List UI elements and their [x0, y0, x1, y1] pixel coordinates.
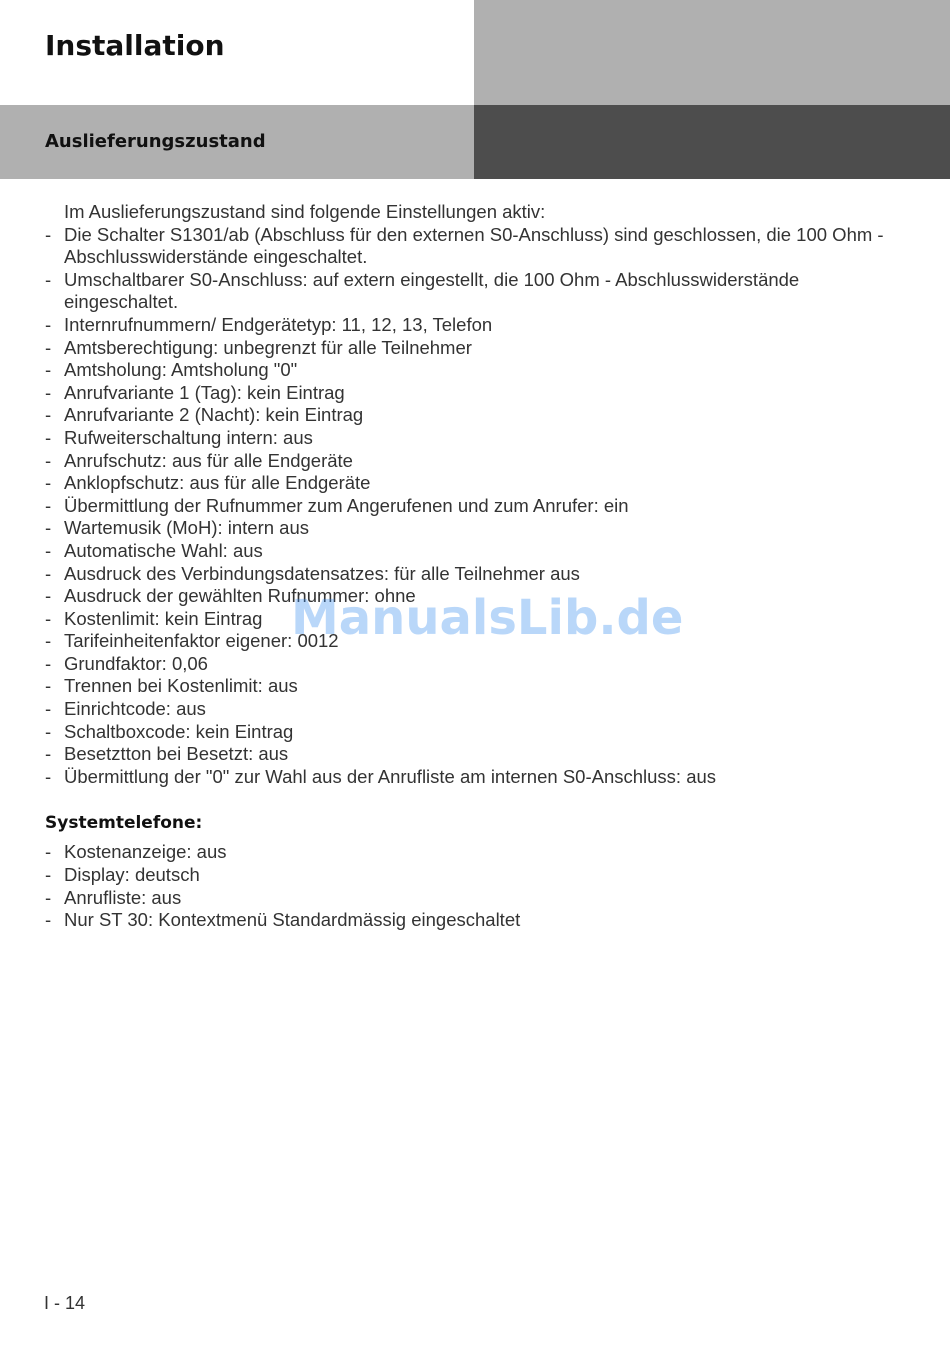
list-item [45, 427, 905, 450]
list-item [45, 675, 905, 698]
bullet-dash: - [45, 607, 52, 629]
list-item [45, 495, 905, 518]
bullet-dash: - [45, 841, 52, 863]
default-settings-list [45, 224, 905, 789]
list-item-text: Anrufvariante 1 (Tag): kein Eintrag [64, 381, 345, 403]
bullet-dash: - [45, 630, 52, 652]
bullet-dash: - [45, 381, 52, 403]
list-item-text: Nur ST 30: Kontextmenü Standardmässig eingeschaltet [64, 909, 521, 931]
bullet-dash: - [45, 268, 52, 290]
list-item-text: Ausdruck der gewählten Rufnummer: ohne [64, 585, 416, 607]
list-item-text: Anrufschutz: aus für alle Endgeräte [64, 449, 353, 471]
list-item-text: Automatische Wahl: aus [64, 539, 263, 561]
bullet-dash: - [45, 720, 52, 742]
list-item [45, 864, 905, 887]
list-item-text: Einrichtcode: aus [64, 698, 206, 720]
list-item-text: Kostenlimit: kein Eintrag [64, 607, 263, 629]
list-item [45, 540, 905, 563]
bullet-dash: - [45, 652, 52, 674]
document-body [45, 201, 905, 932]
bullet-dash: - [45, 472, 52, 494]
header-band-right [474, 0, 950, 105]
list-item [45, 563, 905, 586]
bullet-dash: - [45, 449, 52, 471]
list-item-text: Anrufliste: aus [64, 886, 182, 908]
list-item-text: Ausdruck des Verbindungsdatensatzes: für alle Teilnehmer aus [64, 562, 580, 584]
list-item [45, 269, 905, 314]
systemtelefone-heading: Systemtelefone: [45, 813, 203, 834]
list-item [45, 224, 905, 269]
list-item-text: Tarifeinheitenfaktor eigener: 0012 [64, 630, 339, 652]
list-item-text: Übermittlung der Rufnummer zum Angerufenen und zum Anrufer: ein [64, 494, 629, 516]
list-item-text: Internrufnummern/ Endgerätetyp: 11, 12, 13, Telefon [64, 313, 493, 335]
list-item-text: Amtsholung: Amtsholung "0" [64, 359, 298, 381]
systemtelefone-list [45, 841, 905, 931]
list-item [45, 698, 905, 721]
bullet-dash: - [45, 517, 52, 539]
list-item-text: Die Schalter S1301/ab (Abschluss für den externen S0-Anschluss) sind geschlossen, die 100 Ohm - Abschlusswiderstände eingeschaltet. [64, 223, 884, 268]
list-item [45, 359, 905, 382]
list-item [45, 337, 905, 360]
list-item [45, 653, 905, 676]
bullet-dash: - [45, 675, 52, 697]
list-item-text: Schaltboxcode: kein Eintrag [64, 720, 294, 742]
bullet-dash: - [45, 562, 52, 584]
list-item-text: Kostenanzeige: aus [64, 841, 227, 863]
bullet-dash: - [45, 539, 52, 561]
list-item-text: Anklopfschutz: aus für alle Endgeräte [64, 472, 371, 494]
list-item [45, 382, 905, 405]
list-item-text: Übermittlung der "0" zur Wahl aus der Anrufliste am internen S0-Anschluss: aus [64, 765, 717, 787]
list-item-text: Wartemusik (MoH): intern aus [64, 517, 310, 539]
list-item [45, 841, 905, 864]
bullet-dash: - [45, 336, 52, 358]
page-number: I - 14 [44, 1293, 86, 1313]
bullet-dash: - [45, 359, 52, 381]
bullet-dash: - [45, 743, 52, 765]
bullet-dash: - [45, 909, 52, 931]
list-item [45, 743, 905, 766]
intro-text: Im Auslieferungszustand sind folgende Einstellungen aktiv: [64, 201, 546, 222]
list-item-text: Amtsberechtigung: unbegrenzt für alle Teilnehmer [64, 336, 472, 358]
bullet-dash: - [45, 404, 52, 426]
bullet-dash: - [45, 426, 52, 448]
list-item-text: Rufweiterschaltung intern: aus [64, 426, 313, 448]
bullet-dash: - [45, 886, 52, 908]
list-item-text: Anrufvariante 2 (Nacht): kein Eintrag [64, 404, 364, 426]
bullet-dash: - [45, 765, 52, 787]
list-item-text: Grundfaktor: 0,06 [64, 652, 208, 674]
list-item-text: Trennen bei Kostenlimit: aus [64, 675, 298, 697]
bullet-dash: - [45, 864, 52, 886]
list-item-text: Display: deutsch [64, 864, 200, 886]
list-item-text: Besetztton bei Besetzt: aus [64, 743, 289, 765]
page-title: Installation [45, 29, 225, 62]
list-item [45, 450, 905, 473]
bullet-dash: - [45, 585, 52, 607]
list-item [45, 314, 905, 337]
list-item [45, 404, 905, 427]
bullet-dash: - [45, 313, 52, 335]
list-item [45, 887, 905, 910]
list-item [45, 766, 905, 789]
bullet-dash: - [45, 223, 52, 245]
list-item [45, 517, 905, 540]
bullet-dash: - [45, 494, 52, 516]
list-item [45, 909, 905, 932]
bullet-dash: - [45, 698, 52, 720]
list-item-text: Umschaltbarer S0-Anschluss: auf extern eingestellt, die 100 Ohm - Abschlusswiderstände eingeschaltet. [64, 268, 800, 313]
list-item [45, 721, 905, 744]
watermark: ManualsLib.de [291, 590, 684, 646]
section-band-right [474, 105, 950, 179]
list-item [45, 472, 905, 495]
section-title: Auslieferungszustand [45, 131, 266, 152]
